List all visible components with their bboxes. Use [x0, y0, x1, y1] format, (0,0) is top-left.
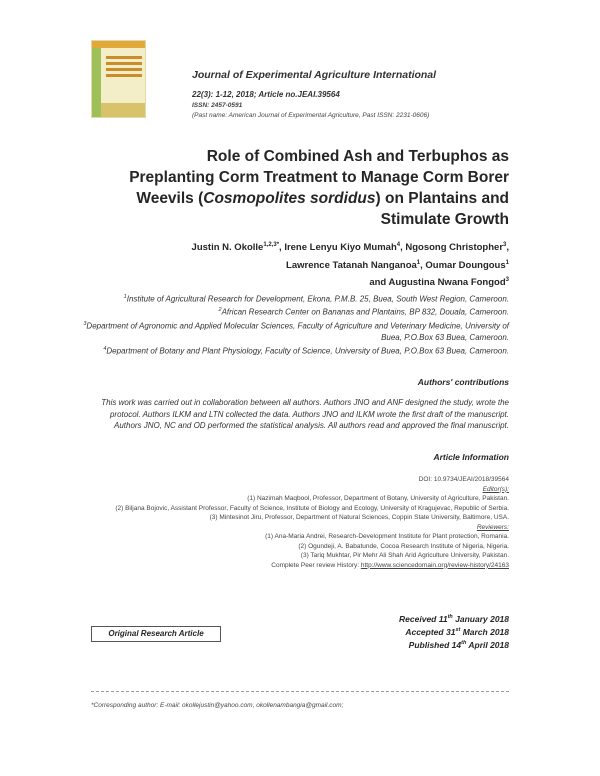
footnote-divider	[91, 691, 509, 692]
review-history-link[interactable]: http://www.sciencedomain.org/review-history/24163	[360, 561, 509, 569]
doi: DOI: 10.9734/JEAI/2018/39564	[418, 476, 509, 483]
article-info	[79, 475, 509, 570]
author: Ngosong Christopher	[405, 242, 504, 254]
journal-name: Journal of Experimental Agriculture International	[192, 69, 437, 81]
review-history: Complete Peer review History: http://www.sciencedomain.org/review-history/24163	[271, 561, 509, 569]
paper-title: Role of Combined Ash and Terbuphos as Preplanting Corm Treatment to Manage Corm Borer Weevils (Cosmopolites sordidus) on Plantains and Stimulate Growth	[129, 148, 509, 228]
contributions-heading: Authors' contributions	[417, 377, 509, 387]
reviewer-item: (3) Tariq Mukhtar, Pir Mehr Ali Shah Arid Agriculture University, Pakistan.	[300, 552, 509, 559]
affiliations	[79, 292, 509, 358]
article-info-heading: Article Information	[433, 452, 509, 462]
accepted-date: Accepted 31st March 2018	[405, 626, 509, 637]
author: Oumar Doungous	[425, 259, 506, 271]
reviewers-label: Reviewers:	[476, 523, 509, 531]
author-list: Justin N. Okolle$^{1,2,3*}$, Irene Lenyu Kiyo Mumah$^4$, Ngosong Christopher$^3$, Lawrence Tatanah Nanganoa$^1$, Oumar Doungous$^1$ and Augustina Nwana Fongod$^3$	[191, 242, 509, 289]
article-type-box: Original Research Article	[91, 626, 221, 642]
author: Irene Lenyu Kiyo Mumah	[284, 242, 397, 254]
affiliation-item: $^2$African Research Center on Bananas and Plantains, BP 832, Douala, Cameroon.	[218, 307, 509, 318]
reviewer-item: (2) Ogundeji, A. Babatunde, Cocoa Research Institute of Nigeria, Nigeria.	[298, 542, 509, 550]
corresponding-author-note: *Corresponding author: E-mail: okollejustin@yahoo.com, okollenambangia@gmail.com;	[91, 702, 344, 709]
affiliation-item: $^3$Department of Agronomic and Applied Molecular Sciences, Faculty of Agriculture and Veterinary Medicine, University of Buea, P.O.Box 63 Buea, Cameroon.	[83, 320, 509, 343]
journal-issue: 22(3): 1-12, 2018; Article no.JEAI.39564	[192, 90, 340, 99]
received-date: Received 11th January 2018	[399, 613, 509, 624]
journal-issn: ISSN: 2457-0591	[192, 102, 243, 109]
affiliation-item: $^1$Institute of Agricultural Research for Development, Ekona, P.M.B. 25, Buea, South West Region, Cameroon.	[123, 294, 509, 304]
editor-item: (2) Biljana Bojovic, Assistant Professor, Faculty of Science, Institute of Biology and Ecology, University of Kragujevac, Republic of Serbia.	[115, 504, 509, 512]
reviewer-item: (1) Ana-Maria Andrei, Research-Development Institute for Plant protection, Romania.	[265, 533, 509, 540]
editors-label: Editor(s):	[482, 485, 509, 493]
author: Lawrence Tatanah Nanganoa	[286, 259, 417, 271]
contributions-text: This work was carried out in collaboration between all authors. Authors JNO and ANF designed the study, wrote the protocol. Authors ILKM and LTN collected the data. Authors JNO and ILKM wrote the first draft of the manuscript. Authors JNO, NC and OD performed the statistical analysis. All authors read and approved the final manuscript.	[101, 398, 509, 431]
author: Justin N. Okolle	[191, 242, 264, 254]
publication-dates	[309, 612, 509, 650]
editor-item: (3) Mintesinot Jiru, Professor, Department of Natural Sciences, Coppin State University, Baltimore, USA.	[209, 514, 509, 521]
affiliation-item: $^4$Department of Botany and Plant Physiology, Faculty of Science, University of Buea, P.O.Box 63 Buea, Cameroon.	[103, 346, 509, 356]
journal-past-name: (Past name: American Journal of Experimental Agriculture, Past ISSN: 2231-0606)	[192, 112, 430, 119]
editor-item: (1) Nazimah Maqbool, Professor, Department of Botany, University of Agriculture, Pakistan.	[247, 495, 509, 502]
journal-cover-image	[91, 40, 146, 118]
published-date: Published 14th April 2018	[408, 639, 509, 650]
author: and Augustina Nwana Fongod	[369, 277, 506, 289]
